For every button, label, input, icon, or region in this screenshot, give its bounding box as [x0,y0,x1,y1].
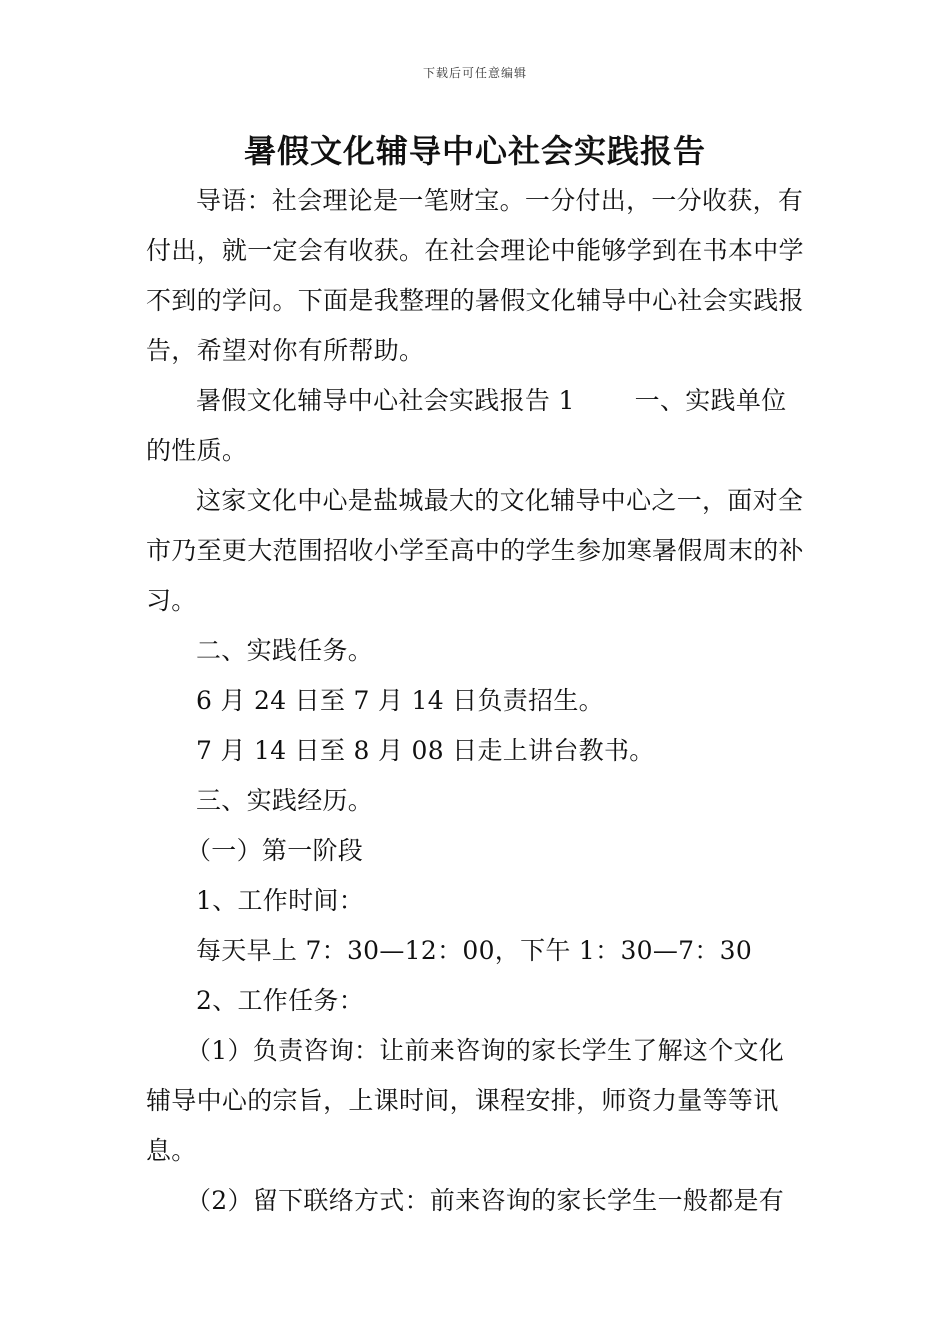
report-heading-line [146,376,806,476]
intro-paragraph: 导语：社会理论是一笔财宝。一分付出，一分收获，有付出，就一定会有收获。在社会理论中能够学到在书本中学不到的学问。下面是我整理的暑假文化辅导中心社会实践报告，希望对你有所帮助。 [146,186,804,365]
header-note: 下载后可任意编辑 [422,66,527,80]
task-1-line: 6 月 24 日至 7 月 14 日负责招生。 [196,686,604,715]
section-1-heading: 一、实践单位的性质。 [146,386,787,465]
task-item-2-paragraph: （2）留下联络方式：前来咨询的家长学生一般都是有 [186,1186,785,1215]
section-2-heading: 二、实践任务。 [196,636,374,665]
work-time-label: 1、工作时间： [196,886,365,915]
document-body [146,176,806,1226]
stage-1-heading: （一）第一阶段 [186,836,364,865]
document-title: 暑假文化辅导中心社会实践报告 [243,132,706,170]
task-2-line: 7 月 14 日至 8 月 08 日走上讲台教书。 [196,736,655,765]
task-item-1-paragraph: （1）负责咨询：让前来咨询的家长学生了解这个文化辅导中心的宗旨，上课时间，课程安排，师资力量等等讯息。 [146,1036,785,1165]
work-time-line: 每天早上 7：30—12：00，下午 1：30—7：30 [196,936,753,965]
section-3-heading: 三、实践经历。 [196,786,374,815]
unit-description-paragraph: 这家文化中心是盐城最大的文化辅导中心之一，面对全市乃至更大范围招收小学至高中的学生参加寒暑假周末的补习。 [146,486,804,615]
work-task-label: 2、工作任务： [196,986,365,1015]
report-heading: 暑假文化辅导中心社会实践报告 1 [196,386,575,415]
